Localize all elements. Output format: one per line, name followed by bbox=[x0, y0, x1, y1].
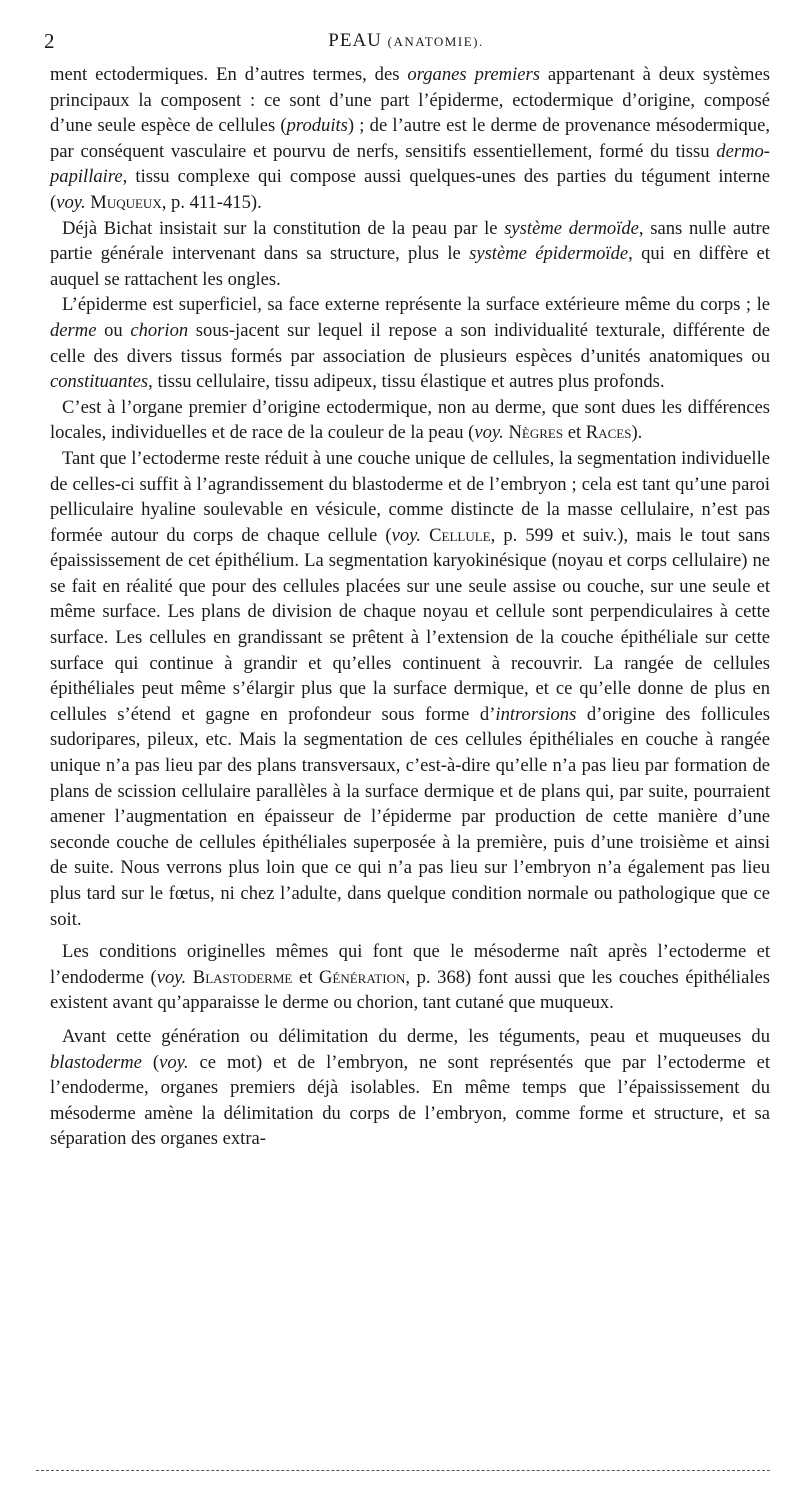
italic-run: organes premiers bbox=[407, 64, 540, 85]
italic-run: produits bbox=[286, 115, 348, 137]
text-run: , sans nulle autre partie générale intervenant dans sa structure, plus le bbox=[50, 217, 770, 265]
italic-run: voy. bbox=[391, 524, 422, 546]
paragraph bbox=[50, 292, 770, 394]
text-run: et bbox=[292, 966, 319, 988]
italic-run: introrsions bbox=[495, 703, 577, 725]
text-run: Avant cette génération ou délimitation du derme, les téguments, peau et muqueuses du bbox=[62, 1025, 770, 1047]
running-title-main: PEAU bbox=[328, 30, 382, 51]
paragraph bbox=[50, 62, 770, 216]
running-title-sub: (ANATOMIE). bbox=[387, 34, 484, 49]
text-run: Les conditions originelles mêmes qui font que le mésoderme naît après l’ectoderme et l’endoderme ( bbox=[50, 941, 770, 988]
text-run: appartenant à deux systèmes principaux la composent : ce sont d’une part l’épiderme, ectodermique d’origine, composé d’une seule espèce de cellules ( bbox=[50, 64, 770, 137]
paragraph bbox=[50, 1024, 770, 1152]
cross-reference: Cellule bbox=[429, 524, 491, 546]
text-run: ) ; de l’autre est le derme de provenance mésodermique, par conséquent vasculaire et pourvu de nerfs, sensitifs essentiellement, formé du tissu bbox=[50, 115, 770, 162]
text-run: ( bbox=[141, 1051, 160, 1073]
text-run: Tant que l’ectoderme reste réduit à une couche unique de cellules, la segmentation individuelle de celles-ci suffit à l’agrandissement du blastoderme et de l’embryon ; cela est tant qu’une paroi pelliculaire hyaline soulevable en vésicule, comme distincte de la masse cellulaire, n’est pas formée autour du corps de chaque cellule ( bbox=[50, 447, 770, 546]
italic-run: derme bbox=[50, 319, 97, 341]
text-run: ). bbox=[631, 422, 643, 444]
italic-run: constituantes bbox=[50, 371, 149, 393]
paragraph bbox=[50, 216, 770, 293]
text-run: ce mot) et de l’embryon, ne sont représentés que par l’ectoderme et l’endoderme, organes premiers déjà isolables. En même temps que l’épaississement du mésoderme amène la délimitation du corps de l’embryon, comme forme et structure, et sa séparation des organes extra- bbox=[50, 1051, 771, 1150]
cross-reference: Races bbox=[585, 422, 632, 444]
page-number: 2 bbox=[44, 29, 55, 53]
cross-reference: Génération bbox=[318, 966, 406, 988]
text-run: et bbox=[563, 422, 586, 444]
text-run: sous-jacent sur lequel il repose a son individualité texturale, différente de celle des divers tissus formés par association de plusieurs espèces d’unités anatomiques ou bbox=[50, 319, 770, 367]
text-run: L’épiderme est superficiel, sa face externe représente la surface extérieure même du corps ; le bbox=[62, 294, 770, 316]
text-run: , qui en diffère et auquel se rattachent les ongles. bbox=[50, 243, 770, 290]
italic-run: blastoderme bbox=[50, 1051, 142, 1073]
running-title bbox=[44, 28, 768, 55]
running-header bbox=[44, 28, 768, 54]
paragraph bbox=[50, 395, 770, 446]
paragraph bbox=[50, 446, 770, 932]
italic-run: voy. bbox=[474, 422, 504, 444]
italic-run: chorion bbox=[130, 319, 189, 341]
text-run: , p. 599 et suiv.), mais le tout sans épaississement de cet épithélium. La segmentation karyokinésique (noyau et corps cellulaire) ne se fait en réalité que pour des cellules placées sur une seule assise ou couche, sur une seule et même surface. Les plans de division de chaque noyau et cellule sont perpendiculaires à cette surface. Les cellules en grandissant se prêtent à l’extension de la couche épithéliale sur cette surface qui continue à grandir et qu’elles continuent à recouvrir. La rangée de cellules épithéliales peut même s’élargir plus que la surface dermique, et ce qu’elle donne de plus en cellules s’étend et gagne en profondeur sous forme d’ bbox=[50, 524, 770, 725]
text-run: ment ectodermiques. En d’autres termes, des bbox=[50, 64, 408, 85]
text-run bbox=[186, 967, 193, 988]
italic-run: dermo-papillaire bbox=[50, 140, 770, 188]
cross-reference: Muqueux bbox=[90, 191, 162, 213]
text-run: , tissu cellulaire, tissu adipeux, tissu élastique et autres plus profonds. bbox=[148, 371, 665, 393]
italic-run: système épidermoïde bbox=[469, 243, 629, 265]
italic-run: voy. bbox=[156, 966, 187, 988]
text-run: C’est à l’organe premier d’origine ectodermique, non au derme, que sont dues les différences locales, individuelles et de race de la couleur de la peau ( bbox=[50, 396, 770, 444]
text-run: Déjà Bichat insistait sur la constitution de la peau par le bbox=[62, 217, 505, 239]
text-run: d’origine des follicules sudoripares, pileux, etc. Mais la segmentation de ces cellules épithéliales en couche à rangée unique n’a pas lieu par des plans transversaux, c’est-à-dire qu’elle n’a pas lieu par formation de plans de scission cellulaire parallèles à la surface dermique et de plans qui, par suite, pourraient amener l’augmentation en épaisseur de l’épiderme par production de cette manière d’une seconde couche de cellules épithéliales superposée à la première, puis d’une troisième et ainsi de suite. Nous verrons plus loin que ce qui n’a pas lieu sur l’embryon n’a également pas lieu plus tard sur le fœtus, ni chez l’adulte, dans quelque condition normale ou pathologique que ce soit. bbox=[50, 703, 770, 930]
body-text bbox=[50, 62, 770, 1152]
footer-dashed-rule bbox=[36, 1470, 770, 1471]
cross-reference: Blastoderme bbox=[192, 966, 293, 988]
italic-run: système dermoïde bbox=[504, 217, 639, 239]
italic-run: voy. bbox=[56, 191, 86, 213]
italic-run: voy. bbox=[159, 1051, 189, 1073]
text-run: ou bbox=[96, 319, 131, 341]
text-run: , tissu complexe qui compose aussi quelques-unes des parties du tégument interne ( bbox=[50, 166, 770, 213]
cross-reference: Nègres bbox=[508, 422, 564, 444]
text-run: , p. 368) font aussi que les couches épithéliales existent avant qu’apparaisse le derme ou chorion, tant cutané que muqueux. bbox=[50, 966, 771, 1014]
paragraph bbox=[50, 939, 770, 1016]
text-run: , p. 411-415). bbox=[161, 191, 262, 213]
text-run bbox=[421, 525, 429, 546]
